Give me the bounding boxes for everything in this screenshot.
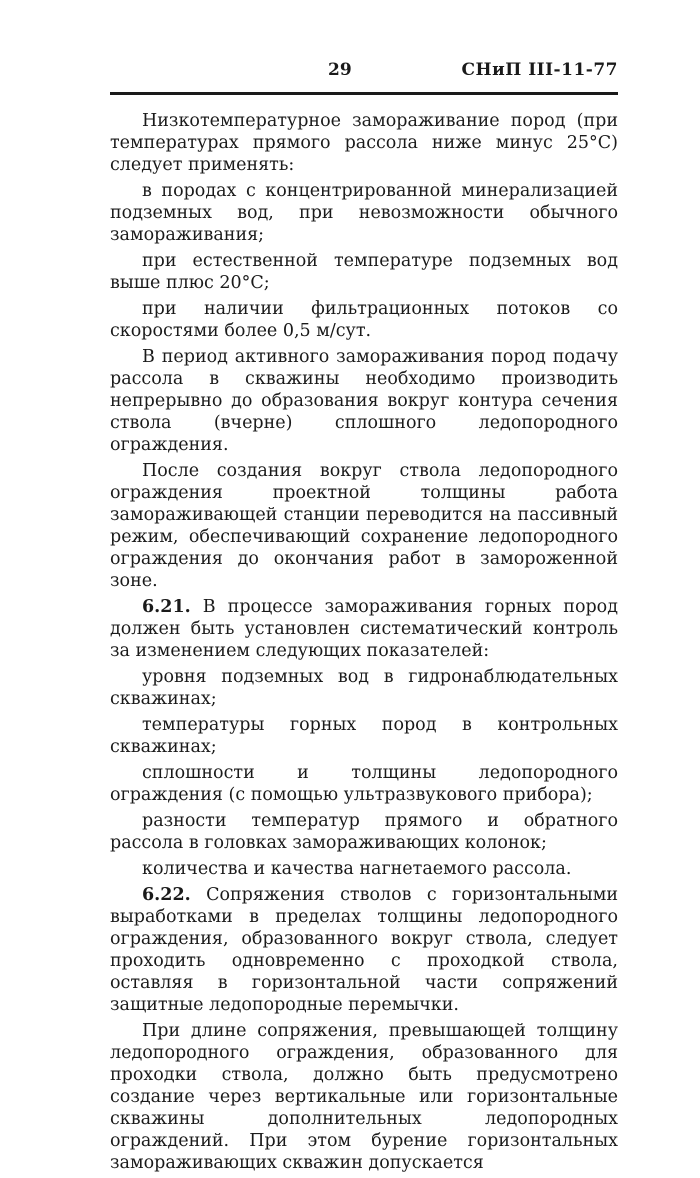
list-item: в породах с концентрированной минерализацией подземных вод, при невозможности обычного замораживания;: [110, 181, 618, 245]
list-item: при наличии фильтрационных потоков со скоростями более 0,5 м/сут.: [110, 299, 618, 341]
paragraph: При длине сопряжения, превышающей толщину ледопородного ограждения, образованного для проходки ствола, должно быть предусмотрено создание через вертикальные или горизонтальные скважины дополнительных ледопородных ограждений. При этом бурение горизонтальных замораживающих скважин допускается: [110, 1021, 618, 1173]
page-number: 29: [328, 60, 352, 80]
list-item: уровня подземных вод в гидронаблюдательных скважинах;: [110, 667, 618, 709]
clause-number: 6.21.: [142, 597, 191, 617]
header-rule: [110, 92, 618, 95]
list-item: разности температур прямого и обратного рассола в головках замораживающих колонок;: [110, 811, 618, 853]
list-item: сплошности и толщины ледопородного ограждения (с помощью ультразвукового прибора);: [110, 763, 618, 805]
clause-number: 6.22.: [142, 885, 191, 905]
paragraph: Низкотемпературное замораживание пород (при температурах прямого рассола ниже минус 25°С) следует применять:: [110, 111, 618, 175]
list-item: количества и качества нагнетаемого рассола.: [142, 859, 572, 879]
list-item: при естественной температуре подземных вод выше плюс 20°С;: [110, 251, 618, 293]
page-header: [110, 58, 618, 88]
clause-6-22: 6.22. Сопряжения стволов с горизонтальными выработками в пределах толщины ледопородного ограждения, образованного вокруг ствола, следует проходить одновременно с проходкой ствола, оставляя в горизонтальной части сопряжений защитные ледопородные перемычки.: [110, 885, 618, 1015]
document-code: СНиП III-11-77: [461, 60, 618, 80]
paragraph: В период активного замораживания пород подачу рассола в скважины необходимо производить непрерывно до образования вокруг контура сечения ствола (вчерне) сплошного ледопородного ограждения.: [110, 347, 618, 455]
paragraph: После создания вокруг ствола ледопородного ограждения проектной толщины работа замораживающей станции переводится на пассивный режим, обеспечивающий сохранение ледопородного ограждения до окончания работ в замороженной зоне.: [110, 461, 618, 591]
list-item: температуры горных пород в контрольных скважинах;: [110, 715, 618, 757]
body-text: [110, 110, 618, 1178]
clause-6-21: 6.21. В процессе замораживания горных пород должен быть установлен систематический контроль за изменением следующих показателей:: [110, 597, 618, 661]
